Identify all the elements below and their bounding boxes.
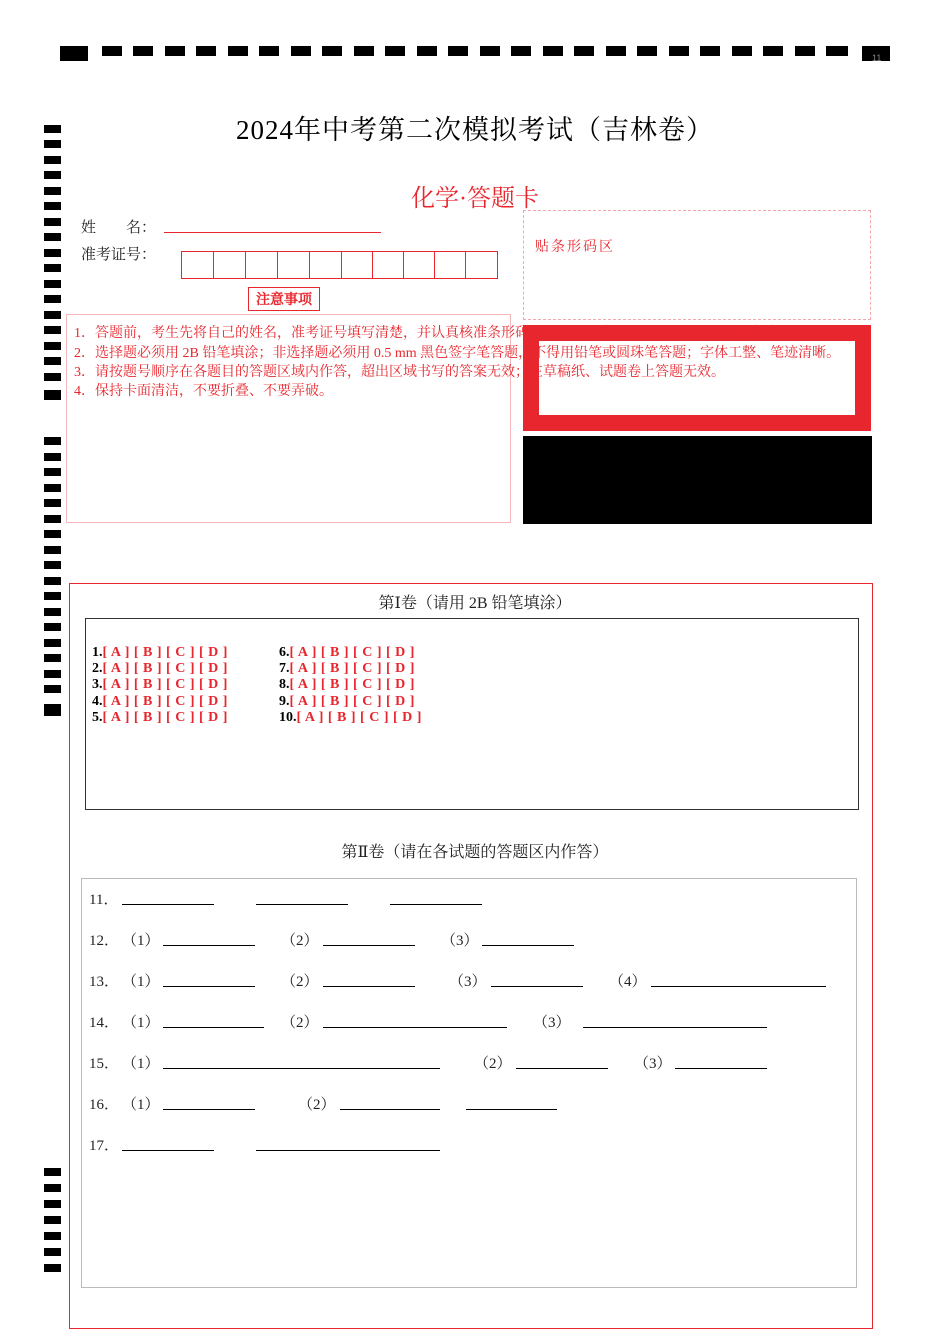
question-number: 13． — [89, 974, 120, 990]
timing-mark — [700, 46, 720, 56]
answer-blank[interactable] — [651, 986, 826, 987]
answer-blank[interactable] — [323, 945, 415, 946]
timing-mark — [44, 326, 61, 334]
timing-mark — [322, 46, 342, 56]
answer-blank[interactable] — [390, 904, 482, 905]
timing-mark — [44, 342, 61, 350]
section1-title: 第Ⅰ卷（请用 2B 铅笔填涂） — [378, 595, 572, 612]
timing-mark — [44, 670, 61, 678]
timing-mark — [44, 1184, 61, 1192]
timing-mark — [511, 46, 531, 56]
mc-options[interactable]: [ A ] [ B ] [ C ] [ D ] — [102, 710, 228, 725]
name-label: 姓 名： — [81, 220, 157, 236]
page-title: 2024年中考第二次模拟考试（吉林卷） — [236, 115, 714, 145]
mc-question-number: 6. — [279, 645, 290, 660]
mc-question-number: 2. — [92, 661, 103, 676]
timing-mark — [44, 704, 61, 716]
answer-blank[interactable] — [516, 1068, 608, 1069]
timing-mark — [44, 1232, 61, 1240]
answer-blank[interactable] — [323, 1027, 507, 1028]
sub-question-label: （2） — [281, 974, 319, 990]
timing-mark — [44, 453, 61, 461]
sub-question-label: （2） — [281, 933, 319, 949]
answer-blank[interactable] — [163, 1109, 255, 1110]
timing-mark — [44, 311, 61, 319]
mc-options[interactable]: [ A ] [ B ] [ C ] [ D ] — [289, 645, 415, 660]
sub-question-label: （1） — [122, 974, 160, 990]
answer-blank[interactable] — [466, 1109, 557, 1110]
exam-id-label: 准考证号： — [81, 247, 157, 263]
timing-mark — [44, 437, 61, 445]
mc-options[interactable]: [ A ] [ B ] [ C ] [ D ] — [102, 677, 228, 692]
sub-question-label: （3） — [533, 1015, 571, 1031]
timing-mark — [44, 357, 61, 365]
timing-mark — [606, 46, 626, 56]
notice-item: 2．选择题必须用 2B 铅笔填涂；非选择题必须用 0.5 mm 黑色签字笔答题，不得用铅笔或圆珠笔答题；字体工整、笔迹清晰。 — [74, 346, 841, 361]
exam-id-digit-box[interactable] — [245, 251, 278, 279]
exam-id-digit-box[interactable] — [403, 251, 435, 279]
timing-mark — [44, 390, 61, 400]
page-number: 11 — [872, 53, 882, 63]
timing-mark — [44, 1264, 61, 1272]
timing-mark — [60, 46, 88, 61]
answer-blank[interactable] — [323, 986, 415, 987]
mc-options[interactable]: [ A ] [ B ] [ C ] [ D ] — [289, 661, 415, 676]
exam-id-digit-box[interactable] — [341, 251, 373, 279]
timing-mark — [259, 46, 279, 56]
answer-blank[interactable] — [163, 986, 255, 987]
barcode-area-label: 贴条形码区 — [535, 240, 615, 255]
timing-mark — [354, 46, 374, 56]
answer-blank[interactable] — [163, 945, 255, 946]
question-number: 15． — [89, 1056, 120, 1072]
question-number: 17． — [89, 1138, 120, 1154]
timing-mark — [196, 46, 216, 56]
timing-mark — [543, 46, 563, 56]
answer-blank[interactable] — [122, 904, 214, 905]
timing-mark — [669, 46, 689, 56]
mc-question-row[interactable] — [279, 677, 415, 693]
timing-mark — [44, 484, 61, 492]
sub-question-label: （1） — [122, 1056, 160, 1072]
sub-question-label: （3） — [634, 1056, 672, 1072]
mc-question-row[interactable] — [279, 694, 415, 710]
mc-question-row[interactable] — [279, 661, 415, 677]
mc-question-row[interactable] — [279, 645, 415, 661]
mc-options[interactable]: [ A ] [ B ] [ C ] [ D ] — [102, 694, 228, 709]
timing-mark — [44, 233, 61, 241]
mc-options[interactable]: [ A ] [ B ] [ C ] [ D ] — [102, 661, 228, 676]
exam-id-digit-box[interactable] — [181, 251, 214, 279]
mc-question-number: 8. — [279, 677, 290, 692]
sub-question-label: （2） — [281, 1015, 319, 1031]
section2-title: 第Ⅱ卷（请在各试题的答题区内作答） — [341, 844, 609, 861]
timing-mark — [44, 468, 61, 476]
sub-question-label: （1） — [122, 1015, 160, 1031]
sub-question-label: （1） — [122, 1097, 160, 1113]
mc-question-number: 10. — [279, 710, 297, 725]
exam-id-digit-box[interactable] — [213, 251, 246, 279]
answer-blank[interactable] — [256, 904, 348, 905]
timing-mark — [44, 515, 61, 523]
exam-id-digit-box[interactable] — [309, 251, 342, 279]
timing-mark — [732, 46, 752, 56]
notice-item: 1．答题前，考生先将自己的姓名，准考证号填写清楚，并认真核准条形码上的姓名、准考证号，在规定位置贴好条形码。 — [74, 326, 823, 341]
answer-blank[interactable] — [163, 1027, 264, 1028]
timing-mark — [44, 623, 61, 631]
timing-mark — [44, 295, 61, 303]
timing-mark — [44, 264, 61, 272]
sub-question-label: （4） — [609, 974, 647, 990]
timing-mark — [44, 1168, 61, 1176]
mc-options[interactable]: [ A ] [ B ] [ C ] [ D ] — [289, 694, 415, 709]
sub-question-label: （3） — [449, 974, 487, 990]
timing-mark — [44, 1200, 61, 1208]
timing-mark — [763, 46, 783, 56]
exam-id-digit-box[interactable] — [372, 251, 404, 279]
exam-id-digit-box[interactable] — [277, 251, 310, 279]
sub-question-label: （1） — [122, 933, 160, 949]
timing-mark — [637, 46, 657, 56]
question-number: 12． — [89, 933, 120, 949]
timing-mark — [133, 46, 153, 56]
notice-item: 4．保持卡面清洁，不要折叠、不要弄破。 — [74, 384, 333, 399]
mc-question-number: 4. — [92, 694, 103, 709]
timing-mark — [44, 218, 61, 226]
mc-question-number: 1. — [92, 645, 103, 660]
answer-blank[interactable] — [163, 1068, 440, 1069]
timing-mark — [44, 1216, 61, 1224]
answer-blank[interactable] — [583, 1027, 767, 1028]
timing-mark — [44, 156, 61, 164]
timing-mark — [44, 654, 61, 662]
mc-options[interactable]: [ A ] [ B ] [ C ] [ D ] — [102, 645, 228, 660]
timing-mark — [44, 685, 61, 693]
timing-mark — [44, 1248, 61, 1256]
name-field[interactable] — [164, 232, 381, 233]
timing-mark — [228, 46, 248, 56]
timing-mark — [480, 46, 500, 56]
barcode-area — [523, 210, 871, 320]
timing-mark — [448, 46, 468, 56]
timing-mark — [795, 46, 815, 56]
answer-blank[interactable] — [482, 945, 574, 946]
sub-question-label: （2） — [474, 1056, 512, 1072]
timing-mark — [44, 373, 61, 381]
question-number: 11． — [89, 892, 119, 908]
answer-blank[interactable] — [491, 986, 583, 987]
mc-question-number: 7. — [279, 661, 290, 676]
redacted-block — [523, 436, 872, 524]
timing-mark — [291, 46, 311, 56]
mc-question-row[interactable] — [92, 661, 228, 677]
sub-question-label: （2） — [298, 1097, 336, 1113]
timing-mark — [165, 46, 185, 56]
timing-mark — [574, 46, 594, 56]
timing-mark — [102, 46, 122, 56]
mc-question-row[interactable] — [279, 710, 422, 726]
timing-mark — [385, 46, 405, 56]
mc-question-row[interactable] — [92, 645, 228, 661]
notice-item: 3．请按题号顺序在各题目的答题区域内作答，超出区域书写的答案无效；在草稿纸、试题卷上答题无效。 — [74, 365, 725, 380]
mc-options[interactable]: [ A ] [ B ] [ C ] [ D ] — [289, 677, 415, 692]
timing-mark — [44, 577, 61, 585]
timing-mark — [44, 546, 61, 554]
timing-mark — [44, 530, 61, 538]
answer-blank[interactable] — [340, 1109, 440, 1110]
mc-question-row[interactable] — [92, 694, 228, 710]
answer-blank[interactable] — [256, 1150, 440, 1151]
mc-options[interactable]: [ A ] [ B ] [ C ] [ D ] — [296, 710, 422, 725]
mc-question-row[interactable] — [92, 677, 228, 693]
timing-mark — [417, 46, 437, 56]
mc-question-row[interactable] — [92, 710, 228, 726]
timing-mark — [44, 499, 61, 507]
timing-mark — [44, 639, 61, 647]
timing-mark — [44, 249, 61, 257]
question-number: 16． — [89, 1097, 120, 1113]
mc-question-number: 3. — [92, 677, 103, 692]
question-number: 14． — [89, 1015, 120, 1031]
exam-id-digit-box[interactable] — [434, 251, 466, 279]
timing-mark — [826, 46, 848, 56]
answer-blank[interactable] — [675, 1068, 767, 1069]
notice-title: 注意事项 — [248, 287, 320, 311]
timing-mark — [44, 280, 61, 288]
sub-question-label: （3） — [441, 933, 479, 949]
mc-question-number: 9. — [279, 694, 290, 709]
exam-id-digit-box[interactable] — [465, 251, 498, 279]
subject-title: 化学·答题卡 — [411, 186, 539, 212]
timing-mark — [44, 561, 61, 569]
answer-blank[interactable] — [122, 1150, 214, 1151]
mc-question-number: 5. — [92, 710, 103, 725]
